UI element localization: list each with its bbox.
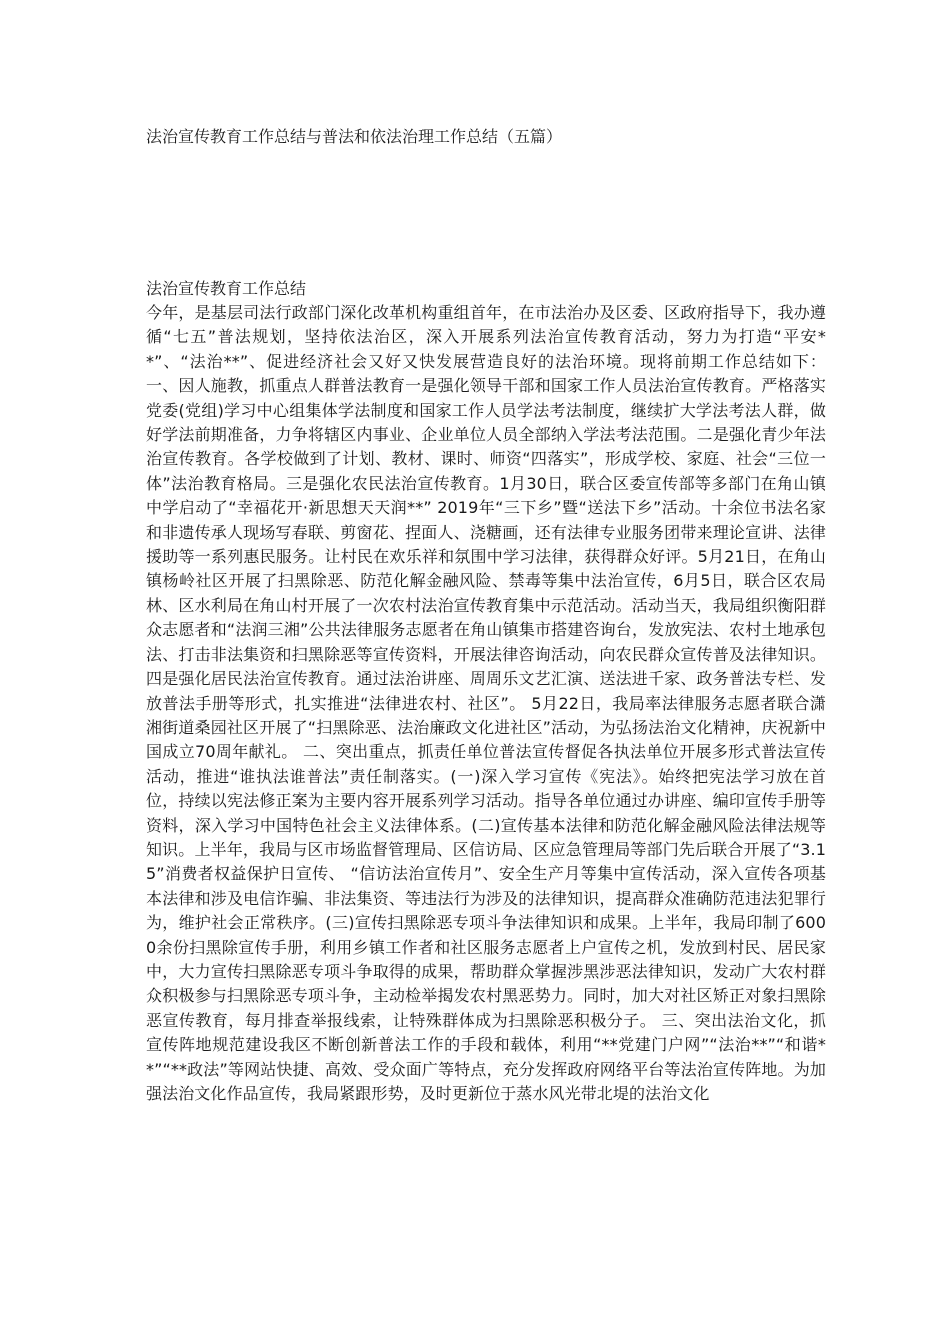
section-heading: 法治宣传教育工作总结 [146, 279, 307, 298]
body-paragraph: 今年，是基层司法行政部门深化改革机构重组首年，在市法治办及区委、区政府指导下，我办遵循“七五”普法规划，坚持依法治区，深入开展系列法治宣传教育活动，努力为打造“平安**”、“法治**”、促进经济社会又好又快发展营造良好的法治环境。现将前期工作总结如下： 一、因人施教，抓重点人群普法教育一是强化领导干部和国家工作人员法治宣传教育。严格落实党委(党组)学习中心组集体学法制度和国家工作人员学法考法制度，继续扩大学法考法人群，做好学法前期准备，力争将辖区内事业、企业单位人员全部纳入学法考法范围。二是强化青少年法治宣传教育。各学校做到了计划、教材、课时、师资“四落实”，形成学校、家庭、社会“三位一体”法治教育格局。三是强化农民法治宣传教育。1月30日，联合区委宣传部等多部门在角山镇中学启动了“幸福花开·新思想天天润**” 2019年“三下乡”暨“送法下乡”活动。十余位书法名家和非遗传承人现场写春联、剪窗花、捏面人、浇糖画，还有法律专业服务团带来理论宣讲、法律援助等一系列惠民服务。让村民在欢乐祥和氛围中学习法律，获得群众好评。5月21日，在角山镇杨岭社区开展了扫黑除恶、防范化解金融风险、禁毒等集中法治宣传，6月5日，联合区农局林、区水利局在角山村开展了一次农村法治宣传教育集中示范活动。活动当天，我局组织衡阳群众志愿者和“法润三湘”公共法律服务志愿者在角山镇集市搭建咨询台，发放宪法、农村土地承包法、打击非法集资和扫黑除恶等宣传资料，开展法律咨询活动，向农民群众宣传普及法律知识。四是强化居民法治宣传教育。通过法治讲座、周周乐文艺汇演、送法进千家、政务普法专栏、发放普法手册等形式，扎实推进“法律进农村、社区”。 5月22日，我局率法律服务志愿者联合潇湘街道桑园社区开展了“扫黑除恶、法治廉政文化进社区”活动，为弘扬法治文化精神，庆祝新中国成立70周年献礼。 二、突出重点，抓责任单位普法宣传督促各执法单位开展多形式普法宣传活动，推进“谁执法谁普法”责任制落实。(一)深入学习宣传《宪法》。始终把宪法学习放在首位，持续以宪法修正案为主要内容开展系列学习活动。指导各单位通过办讲座、编印宣传手册等资料，深入学习中国特色社会主义法律体系。(二)宣传基本法律和防范化解金融风险法律法规等知识。上半年，我局与区市场监督管理局、区信访局、区应急管理局等部门先后联合开展了“3.15”消费者权益保护日宣传、 “信访法治宣传月”、安全生产月等集中宣传活动，深入宣传各项基本法律和涉及电信诈骗、非法集资、等违法行为涉及的法律知识，提高群众准确防范违法犯罪行为，维护社会正常秩序。(三)宣传扫黑除恶专项斗争法律知识和成果。上半年，我局印制了6000余份扫黑除宣传手册，利用乡镇工作者和社区服务志愿者上户宣传之机，发放到村民、居民家中，大力宣传扫黑除恶专项斗争取得的成果，帮助群众掌握涉黑涉恶法律知识，发动广大农村群众积极参与扫黑除恶专项斗争，主动检举揭发农村黑恶势力。同时，加大对社区矫正对象扫黑除恶宣传教育，每月排查举报线索，让特殊群体成为扫黑除恶积极分子。 三、突出法治文化，抓宣传阵地规范建设我区不断创新普法工作的手段和载体，利用“**党建门户网”“法治**”“和谐**”“**政法”等网站快捷、高效、受众面广等特点，充分发挥政府网络平台等法治宣传阵地。为加强法治文化作品宣传，我局紧跟形势，及时更新位于蒸水风光带北堤的法治文化 [146, 303, 826, 1103]
document-title: 法治宣传教育工作总结与普法和依法治理工作总结（五篇） [146, 127, 563, 146]
